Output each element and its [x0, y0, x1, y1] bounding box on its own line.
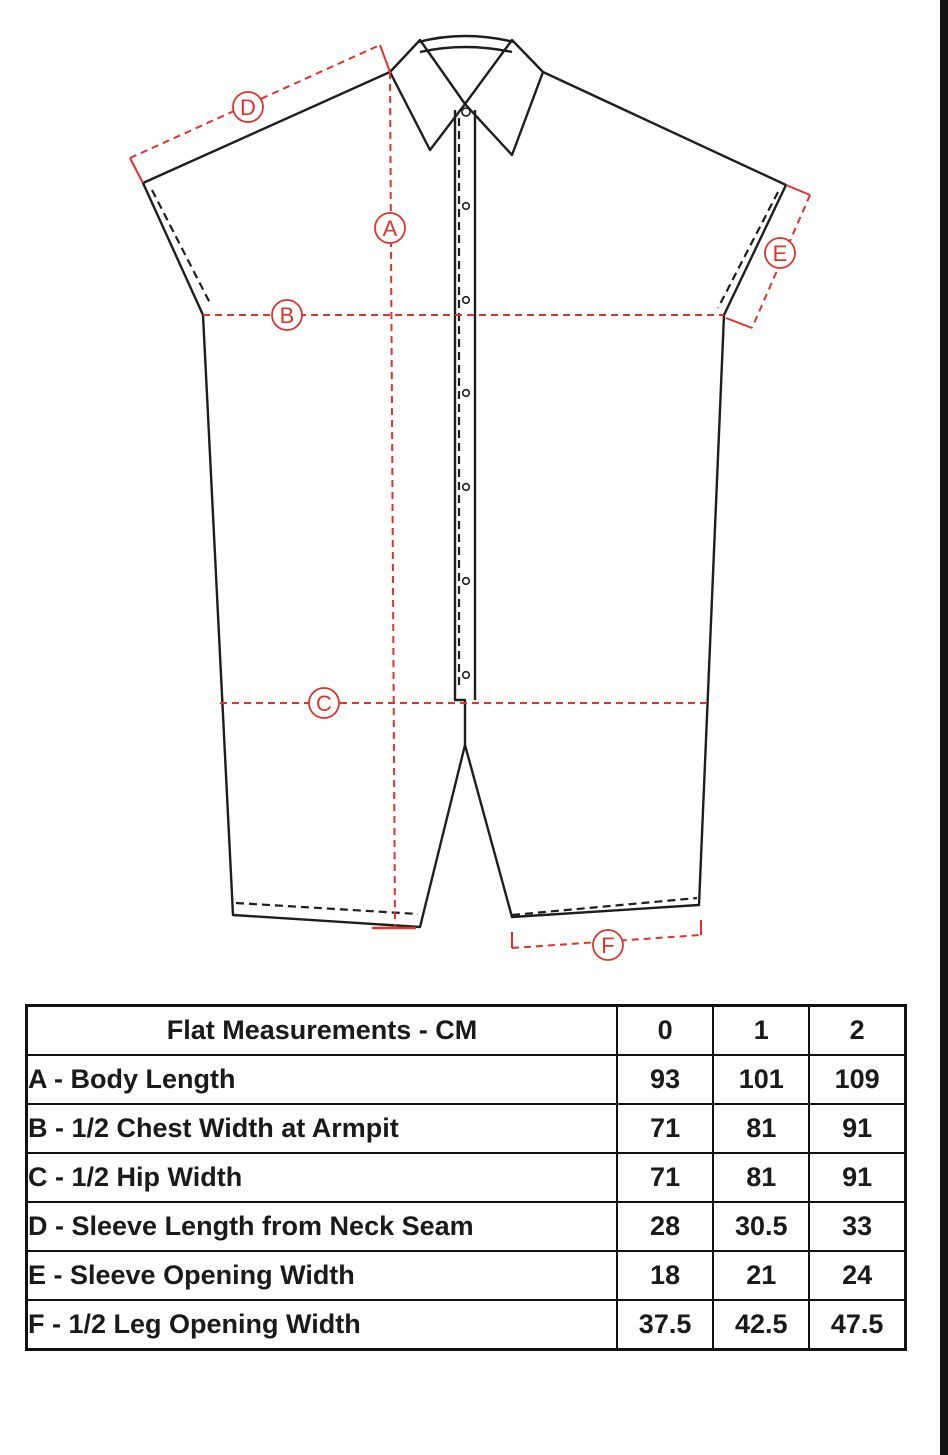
cell-value: 81: [713, 1104, 809, 1153]
cell-value: 47.5: [809, 1300, 905, 1350]
size-header-0: 0: [617, 1006, 713, 1056]
cell-value: 71: [617, 1104, 713, 1153]
cell-value: 101: [713, 1055, 809, 1104]
cell-value: 91: [809, 1104, 905, 1153]
stitch-lines: [152, 118, 778, 915]
marker-e-label: E: [772, 241, 788, 266]
button-icon: [463, 672, 470, 679]
marker-a-label: A: [382, 216, 398, 241]
marker-f: [593, 930, 623, 960]
cell-value: 33: [809, 1202, 905, 1251]
dimension-markers: [233, 92, 795, 960]
body-outline-path: [143, 72, 786, 927]
cell-value: 93: [617, 1055, 713, 1104]
table-row: [27, 1202, 906, 1251]
button-icon: [463, 297, 470, 304]
cell-value: 18: [617, 1251, 713, 1300]
table-row: [27, 1251, 906, 1300]
table-row: [27, 1300, 906, 1350]
button-icon: [463, 578, 470, 585]
dimension-lines: [130, 45, 810, 948]
row-label-f: F - 1/2 Leg Opening Width: [27, 1300, 618, 1350]
button-icon: [462, 108, 470, 116]
cell-value: 71: [617, 1153, 713, 1202]
page-edge-bar: [940, 0, 948, 1455]
cell-value: 42.5: [713, 1300, 809, 1350]
size-header-2: 2: [809, 1006, 905, 1056]
size-header-1: 1: [713, 1006, 809, 1056]
row-label-e: E - Sleeve Opening Width: [27, 1251, 618, 1300]
table-row: [27, 1104, 906, 1153]
marker-d-label: D: [240, 95, 256, 120]
marker-c-label: C: [316, 691, 332, 716]
button-icon: [463, 484, 470, 491]
cell-value: 24: [809, 1251, 905, 1300]
table-title: Flat Measurements - CM: [27, 1006, 618, 1056]
row-label-d: D - Sleeve Length from Neck Seam: [27, 1202, 618, 1251]
cell-value: 21: [713, 1251, 809, 1300]
marker-e: [765, 238, 795, 268]
row-label-c: C - 1/2 Hip Width: [27, 1153, 618, 1202]
cell-value: 28: [617, 1202, 713, 1251]
marker-f-label: F: [601, 933, 615, 958]
cell-value: 109: [809, 1055, 905, 1104]
cell-value: 30.5: [713, 1202, 809, 1251]
marker-d: [233, 92, 263, 122]
dim-a-line: [390, 72, 395, 926]
marker-b: [272, 300, 302, 330]
marker-a: [375, 213, 405, 243]
collar-path: [390, 36, 543, 155]
row-label-b: B - 1/2 Chest Width at Armpit: [27, 1104, 618, 1153]
marker-c: [309, 688, 339, 718]
garment-outline: [143, 36, 786, 927]
marker-b-label: B: [279, 303, 295, 328]
button-icon: [463, 390, 470, 397]
buttons: [462, 108, 470, 678]
table-row: [27, 1153, 906, 1202]
cell-value: 91: [809, 1153, 905, 1202]
measurements-table: [25, 1004, 907, 1351]
table-row: [27, 1055, 906, 1104]
table-header-row: [27, 1006, 906, 1056]
row-label-a: A - Body Length: [27, 1055, 618, 1104]
cell-value: 81: [713, 1153, 809, 1202]
button-icon: [463, 203, 470, 210]
cell-value: 37.5: [617, 1300, 713, 1350]
